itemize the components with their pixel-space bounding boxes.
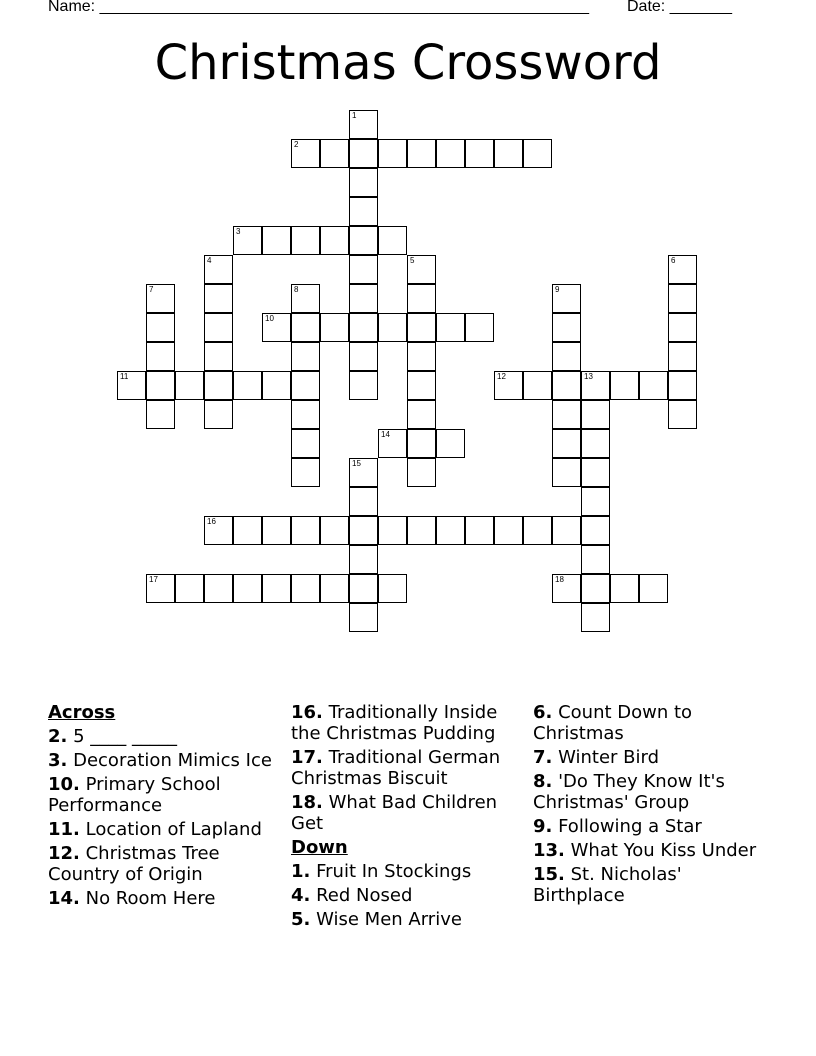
grid-cell[interactable] (552, 516, 581, 545)
grid-cell[interactable] (320, 574, 349, 603)
grid-cell[interactable] (204, 516, 233, 545)
grid-cell[interactable] (407, 429, 436, 458)
clue-item (48, 726, 280, 747)
grid-cell[interactable] (610, 371, 639, 400)
grid-cell[interactable] (552, 342, 581, 371)
grid-cell[interactable] (204, 342, 233, 371)
down-clue-list (291, 861, 523, 930)
grid-cell[interactable] (581, 400, 610, 429)
grid-cell[interactable] (146, 574, 175, 603)
grid-cell[interactable] (436, 139, 465, 168)
clue-number: 15 (352, 459, 361, 468)
grid-cell[interactable] (233, 226, 262, 255)
clue-number: 4 (207, 256, 212, 265)
grid-cell[interactable] (146, 284, 175, 313)
grid-cell[interactable] (581, 574, 610, 603)
grid-cell[interactable] (291, 284, 320, 313)
grid-cell[interactable] (233, 371, 262, 400)
across-clue-list-continued (291, 702, 523, 834)
grid-cell[interactable] (349, 545, 378, 574)
grid-cell[interactable] (291, 226, 320, 255)
grid-cell[interactable] (378, 313, 407, 342)
grid-cell[interactable] (581, 371, 610, 400)
clue-number-label: 12. (48, 843, 80, 864)
grid-cell[interactable] (407, 284, 436, 313)
grid-cell[interactable] (407, 139, 436, 168)
grid-cell[interactable] (320, 226, 349, 255)
grid-cell[interactable] (610, 574, 639, 603)
grid-cell[interactable] (494, 139, 523, 168)
grid-cell[interactable] (552, 371, 581, 400)
grid-cell[interactable] (233, 516, 262, 545)
grid-cell[interactable] (378, 139, 407, 168)
clue-column-3 (533, 702, 765, 909)
grid-cell[interactable] (204, 371, 233, 400)
grid-cell[interactable] (378, 574, 407, 603)
across-heading: Across (48, 702, 116, 723)
grid-cell[interactable] (523, 371, 552, 400)
grid-cell[interactable] (349, 371, 378, 400)
clue-number-label: 15. (533, 864, 565, 885)
clue-number-label: 13. (533, 840, 565, 861)
grid-cell[interactable] (291, 429, 320, 458)
grid-cell[interactable] (320, 139, 349, 168)
down-clue-list-continued (533, 702, 765, 906)
grid-cell[interactable] (552, 429, 581, 458)
grid-cell[interactable] (523, 139, 552, 168)
clue-number: 14 (381, 430, 390, 439)
grid-cell[interactable] (349, 458, 378, 487)
grid-cell[interactable] (639, 574, 668, 603)
grid-cell[interactable] (349, 487, 378, 516)
grid-cell[interactable] (262, 574, 291, 603)
clue-number-label: 3. (48, 750, 68, 771)
clue-number-label: 16. (291, 702, 323, 723)
clue-column-2 (291, 702, 523, 933)
grid-cell[interactable] (262, 313, 291, 342)
clue-number: 10 (265, 314, 274, 323)
clue-item (291, 792, 523, 834)
clue-item (533, 702, 765, 744)
clue-item (291, 885, 523, 906)
clue-number: 1 (352, 111, 357, 120)
grid-cell[interactable] (349, 255, 378, 284)
clue-text: St. Nicholas' Birthplace (533, 864, 682, 906)
clue-item (533, 840, 765, 861)
grid-cell[interactable] (436, 313, 465, 342)
clue-item (291, 861, 523, 882)
clue-item (533, 864, 765, 906)
clue-number-label: 11. (48, 819, 80, 840)
clue-text: Following a Star (552, 816, 702, 837)
grid-cell[interactable] (668, 284, 697, 313)
clue-number-label: 8. (533, 771, 553, 792)
grid-cell[interactable] (146, 400, 175, 429)
clue-text: Primary School Performance (48, 774, 221, 816)
grid-cell[interactable] (581, 487, 610, 516)
clue-text: Christmas Tree Country of Origin (48, 843, 220, 885)
clue-number-label: 9. (533, 816, 553, 837)
grid-cell[interactable] (349, 342, 378, 371)
clue-text: Winter Bird (552, 747, 660, 768)
grid-cell[interactable] (349, 603, 378, 632)
clue-text: What Bad Children Get (291, 792, 498, 834)
grid-cell[interactable] (204, 313, 233, 342)
grid-cell[interactable] (668, 342, 697, 371)
grid-cell[interactable] (262, 516, 291, 545)
grid-cell[interactable] (436, 429, 465, 458)
grid-cell[interactable] (668, 255, 697, 284)
grid-cell[interactable] (291, 516, 320, 545)
clue-text: Traditionally Inside the Christmas Pudding (291, 702, 498, 744)
grid-cell[interactable] (581, 516, 610, 545)
grid-cell[interactable] (552, 458, 581, 487)
date-field-line[interactable]: Date: _______ (627, 0, 732, 15)
grid-cell[interactable] (581, 458, 610, 487)
clue-text: Count Down to Christmas (533, 702, 693, 744)
clue-text: No Room Here (79, 888, 216, 909)
clue-item (48, 750, 280, 771)
grid-cell[interactable] (117, 371, 146, 400)
across-clue-list (48, 726, 280, 909)
grid-cell[interactable] (175, 371, 204, 400)
grid-cell[interactable] (204, 574, 233, 603)
clue-item (291, 909, 523, 930)
clue-number: 9 (555, 285, 560, 294)
clue-item (291, 747, 523, 789)
grid-cell[interactable] (407, 371, 436, 400)
grid-cell[interactable] (407, 400, 436, 429)
clue-item (533, 816, 765, 837)
grid-cell[interactable] (581, 603, 610, 632)
clue-number: 6 (671, 256, 676, 265)
clue-item (48, 774, 280, 816)
grid-cell[interactable] (349, 110, 378, 139)
grid-cell[interactable] (291, 574, 320, 603)
clue-number: 13 (584, 372, 593, 381)
grid-cell[interactable] (465, 139, 494, 168)
clue-text: 5 ____ _____ (67, 726, 177, 747)
grid-cell[interactable] (668, 400, 697, 429)
clue-number: 18 (555, 575, 564, 584)
clue-number: 12 (497, 372, 506, 381)
clue-number-label: 2. (48, 726, 68, 747)
grid-cell[interactable] (407, 458, 436, 487)
clue-text: Traditional German Christmas Biscuit (291, 747, 501, 789)
grid-cell[interactable] (204, 400, 233, 429)
grid-cell[interactable] (436, 516, 465, 545)
clue-number-label: 18. (291, 792, 323, 813)
clue-number-label: 14. (48, 888, 80, 909)
clue-number-label: 10. (48, 774, 80, 795)
grid-cell[interactable] (291, 400, 320, 429)
grid-cell[interactable] (291, 139, 320, 168)
grid-cell[interactable] (146, 313, 175, 342)
grid-cell[interactable] (407, 342, 436, 371)
grid-cell[interactable] (262, 226, 291, 255)
grid-cell[interactable] (349, 516, 378, 545)
grid-cell[interactable] (349, 284, 378, 313)
clue-number-label: 1. (291, 861, 311, 882)
grid-cell[interactable] (291, 313, 320, 342)
grid-cell[interactable] (378, 516, 407, 545)
clue-number: 16 (207, 517, 216, 526)
grid-cell[interactable] (291, 458, 320, 487)
grid-cell[interactable] (668, 313, 697, 342)
clue-item (48, 888, 280, 909)
clue-text: Red Nosed (310, 885, 413, 906)
clue-number-label: 6. (533, 702, 553, 723)
grid-cell[interactable] (552, 313, 581, 342)
clue-number: 17 (149, 575, 158, 584)
name-field-line[interactable]: Name: _______________________________________________________ (48, 0, 589, 15)
clue-number: 8 (294, 285, 299, 294)
grid-cell[interactable] (639, 371, 668, 400)
grid-cell[interactable] (146, 342, 175, 371)
grid-cell[interactable] (407, 255, 436, 284)
grid-cell[interactable] (262, 371, 291, 400)
grid-cell[interactable] (494, 371, 523, 400)
grid-cell[interactable] (465, 313, 494, 342)
clue-number-label: 4. (291, 885, 311, 906)
grid-cell[interactable] (668, 371, 697, 400)
grid-cell[interactable] (378, 226, 407, 255)
clue-number-label: 5. (291, 909, 311, 930)
clue-column-1 (48, 702, 280, 912)
clue-number: 5 (410, 256, 415, 265)
grid-cell[interactable] (349, 168, 378, 197)
clue-item (48, 819, 280, 840)
page-title: Christmas Crossword (154, 35, 662, 91)
down-heading: Down (291, 837, 348, 858)
grid-cell[interactable] (204, 284, 233, 313)
clue-text: Wise Men Arrive (310, 909, 462, 930)
grid-cell[interactable] (291, 342, 320, 371)
clue-item (291, 702, 523, 744)
grid-cell[interactable] (320, 516, 349, 545)
grid-cell[interactable] (581, 429, 610, 458)
grid-cell[interactable] (291, 371, 320, 400)
grid-cell[interactable] (175, 574, 204, 603)
grid-cell[interactable] (552, 574, 581, 603)
grid-cell[interactable] (407, 516, 436, 545)
grid-cell[interactable] (552, 400, 581, 429)
clue-text: Fruit In Stockings (310, 861, 472, 882)
grid-cell[interactable] (146, 371, 175, 400)
grid-cell[interactable] (233, 574, 262, 603)
grid-cell[interactable] (349, 313, 378, 342)
grid-cell[interactable] (349, 139, 378, 168)
clue-number: 11 (120, 372, 129, 381)
clue-number: 2 (294, 140, 299, 149)
grid-cell[interactable] (407, 313, 436, 342)
clue-number-label: 17. (291, 747, 323, 768)
clue-item (533, 771, 765, 813)
grid-cell[interactable] (523, 516, 552, 545)
grid-cell[interactable] (349, 574, 378, 603)
clue-text: Decoration Mimics Ice (67, 750, 272, 771)
grid-cell[interactable] (552, 284, 581, 313)
clue-item (48, 843, 280, 885)
clue-number: 3 (236, 227, 241, 236)
clue-text: Location of Lapland (79, 819, 262, 840)
clue-item (533, 747, 765, 768)
grid-cell[interactable] (349, 226, 378, 255)
grid-cell[interactable] (494, 516, 523, 545)
grid-cell[interactable] (320, 313, 349, 342)
clue-number: 7 (149, 285, 154, 294)
clue-text: What You Kiss Under (564, 840, 757, 861)
grid-cell[interactable] (581, 545, 610, 574)
grid-cell[interactable] (204, 255, 233, 284)
grid-cell[interactable] (465, 516, 494, 545)
grid-cell[interactable] (378, 429, 407, 458)
clue-text: 'Do They Know It's Christmas' Group (533, 771, 725, 813)
grid-cell[interactable] (349, 197, 378, 226)
clue-number-label: 7. (533, 747, 553, 768)
